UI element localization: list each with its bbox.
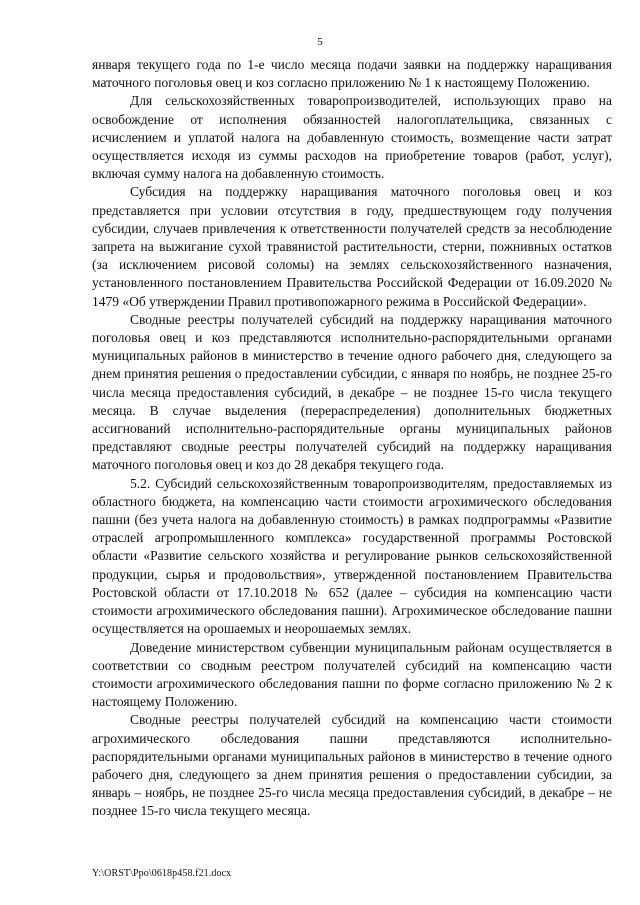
paragraph-subsidy-condition: Субсидия на поддержку наращивания маточного поголовья овец и коз представляется при условии отсутствия в году, предшествующем году получения субсидии, случаев привлечения к ответственности получателей средств за несоблюдение запрета на выжигание сухой травянистой растительности, стерни, пожнивных остатков (за исключением рисовой соломы) на землях сельскохозяйственного назначения, установленного постановлением Правительства Российской Федерации от 16.09.2020 № 1479 «Об утверждении Правил противопожарного режима в Российской Федерации». <box>92 184 612 309</box>
page-number: 5 <box>317 36 323 48</box>
paragraph-continuation: января текущего года по 1-е число месяца подачи заявки на поддержку наращивания маточного поголовья овец и коз согласно приложению № 1 к настоящему Положению. <box>92 57 612 91</box>
paragraph-summary-registers-agrochem: Сводные реестры получателей субсидий на компенсацию части стоимости агрохимического обследования пашни представляются исполнительно-распорядительными органами муниципальных районов в министерство в течение одного рабочего дня, следующего за днем принятия решения о предоставлении субсидии, за январь – ноябрь, не позднее 25-го числа месяца предоставления субсидий, в декабре – не позднее 15-го числа текущего месяца. <box>92 712 612 819</box>
paragraph-summary-registers-sheep: Сводные реестры получателей субсидий на поддержку наращивания маточного поголовья овец и коз представляются исполнительно-распорядительными органами муниципальных районов в министерство в течение одного рабочего дня, следующего за днем принятия решения о предоставлении субсидии, с января по ноябрь, не позднее 25-го числа месяца предоставления субсидий, в декабре – не позднее 15-го числа текущего месяца. В случае выделения (перераспределения) дополнительных бюджетных ассигнований исполнительно-распорядительные органы муниципальных районов представляют сводные реестры получателей субсидий на поддержку наращивания маточного поголовья овец и коз до 28 декабря текущего года. <box>92 311 612 473</box>
paragraph-section-5-2: 5.2. Субсидий сельскохозяйственным товаропроизводителям, предоставляемых из областного бюджета, на компенсацию части стоимости агрохимического обследования пашни (без учета налога на добавленную стоимость) в рамках подпрограммы «Развитие отраслей агропромышленного комплекса» государственной программы Ростовской области «Развитие сельского хозяйства и регулирование рынков сельскохозяйственной продукции, сырья и продовольствия», утвержденной постановлением Правительства Ростовской области от 17.10.2018 № 652 (далее – субсидия на компенсацию части стоимости агрохимического обследования пашни). Агрохимическое обследование пашни осуществляется на орошаемых и неорошаемых землях. <box>92 475 612 637</box>
paragraph-subvention-delivery: Доведение министерством субвенции муниципальным районам осуществляется в соответствии со сводным реестром получателей субсидий на компенсацию части стоимости агрохимического обследования пашни по форме согласно приложению № 2 к настоящему Положению. <box>92 639 612 710</box>
footer-file-path: Y:\ORST\Ppo\0618p458.f21.docx <box>92 868 232 879</box>
document-body <box>92 56 612 821</box>
paragraph-vat-exemption: Для сельскохозяйственных товаропроизводителей, использующих право на освобождение от исполнения обязанностей налогоплательщика, связанных с исчислением и уплатой налога на добавленную стоимость, возмещение части затрат осуществляется исходя из суммы расходов на приобретение товаров (работ, услуг), включая сумму налога на добавленную стоимость. <box>92 93 612 182</box>
